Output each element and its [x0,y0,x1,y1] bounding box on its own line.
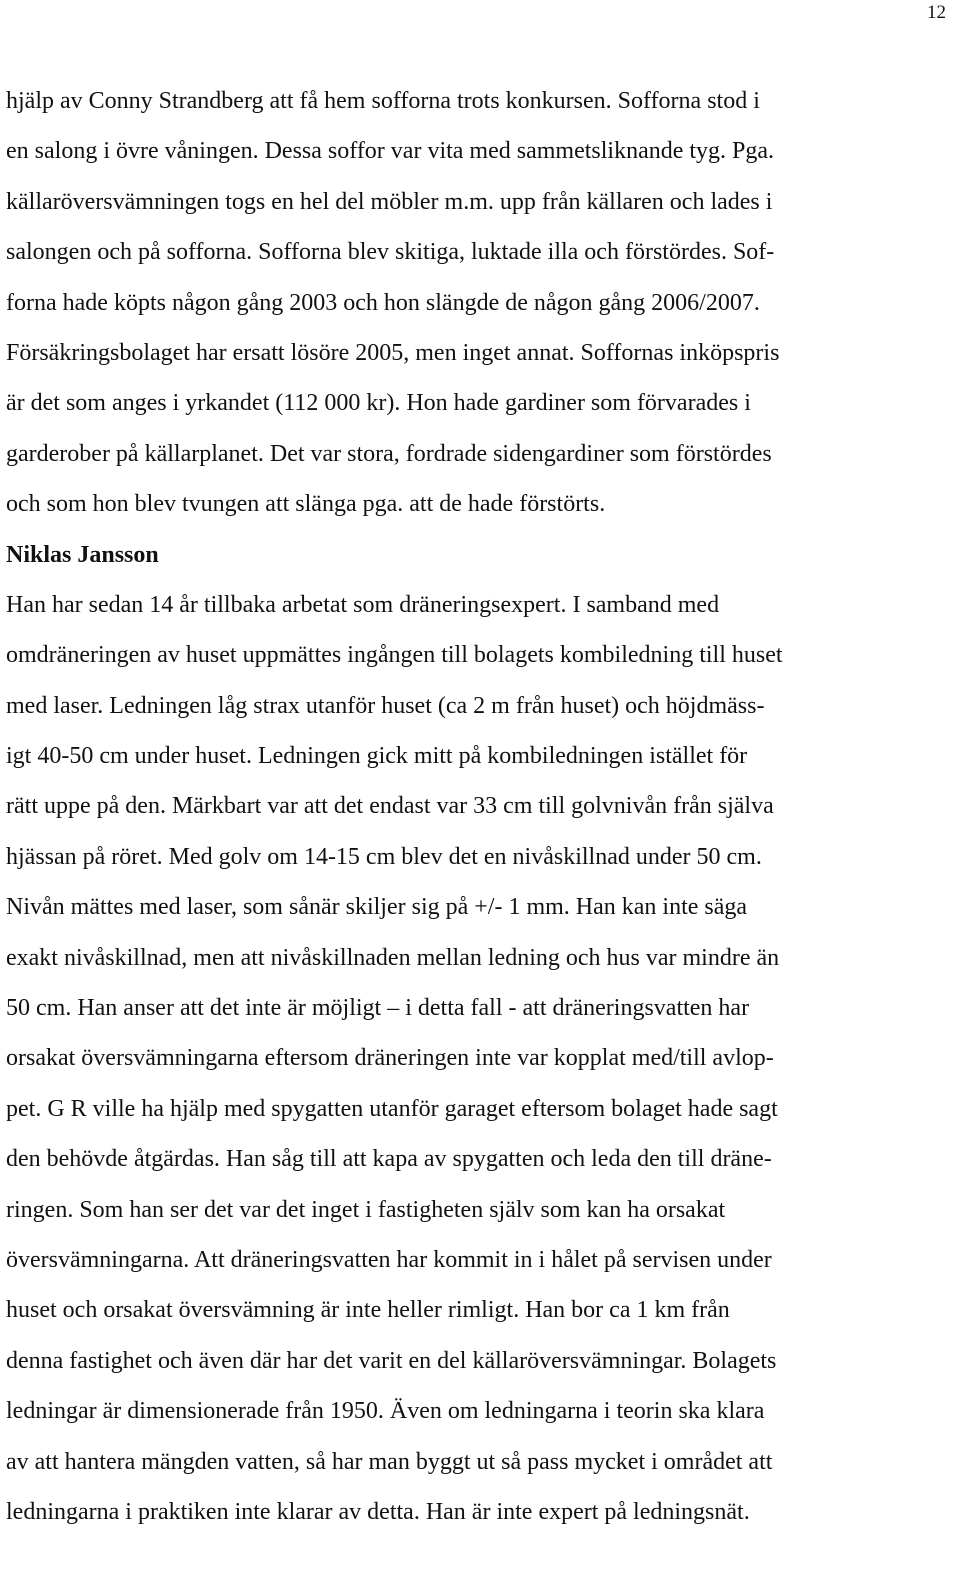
section-heading: Niklas Jansson [6,541,159,568]
text-line: orsakat översvämningarna eftersom dräneringen inte var kopplat med/till avlop- [6,1045,774,1072]
text-line: av att hantera mängden vatten, så har man byggt ut så pass mycket i området att [6,1448,773,1475]
paragraph-niklas-jansson [6,580,946,1537]
text-line: är det som anges i yrkandet (112 000 kr). Hon hade gardiner som förvarades i [6,390,751,417]
text-line: exakt nivåskillnad, men att nivåskillnaden mellan ledning och hus var mindre än [6,944,780,971]
text-line: salongen och på sofforna. Sofforna blev skitiga, luktade illa och förstördes. Sof- [6,239,775,266]
document-body [6,76,946,1537]
text-line: hjälp av Conny Strandberg att få hem sofforna trots konkursen. Sofforna stod i [6,88,760,114]
paragraph-testimony-continued [6,76,946,530]
text-line: ledningar är dimensionerade från 1950. Även om ledningarna i teorin ska klara [6,1398,765,1425]
text-line: Han har sedan 14 år tillbaka arbetat som dräneringsexpert. I samband med [6,591,720,618]
text-line: den behövde åtgärdas. Han såg till att kapa av spygatten och leda den till dräne- [6,1146,772,1173]
text-line: pet. G R ville ha hjälp med spygatten utanför garaget eftersom bolaget hade sagt [6,1095,778,1122]
text-line: omdräneringen av huset uppmättes ingången till bolagets kombiledning till huset [6,642,783,669]
text-line: 50 cm. Han anser att det inte är möjligt – i detta fall - att dräneringsvatten har [6,995,750,1022]
text-line: hjässan på röret. Med golv om 14-15 cm blev det en nivåskillnad under 50 cm. [6,843,762,870]
page-number: 12 [927,2,946,23]
text-line: en salong i övre våningen. Dessa soffor var vita med sammetsliknande tyg. Pga. [6,138,775,165]
text-line: garderober på källarplanet. Det var stora, fordrade sidengardiner som förstördes [6,440,772,467]
text-line: forna hade köpts någon gång 2003 och hon slängde de någon gång 2006/2007. [6,289,760,316]
text-line: källaröversvämningen togs en hel del möbler m.m. upp från källaren och lades i [6,188,773,215]
text-line: Försäkringsbolaget har ersatt lösöre 2005, men inget annat. Soffornas inköpspris [6,339,780,366]
text-line: ringen. Som han ser det var det inget i fastigheten själv som kan ha orsakat [6,1196,726,1223]
text-line: översvämningarna. Att dräneringsvatten har kommit in i hålet på servisen under [6,1246,772,1273]
text-line: med laser. Ledningen låg strax utanför huset (ca 2 m från huset) och höjdmäss- [6,692,765,719]
text-line: denna fastighet och även där har det varit en del källaröversvämningar. Bolagets [6,1347,777,1374]
text-line: ledningarna i praktiken inte klarar av detta. Han är inte expert på ledningsnät. [6,1498,750,1525]
text-line: Nivån mättes med laser, som sånär skiljer sig på +/- 1 mm. Han kan inte säga [6,894,748,921]
text-line: rätt uppe på den. Märkbart var att det endast var 33 cm till golvnivån från själva [6,793,774,820]
text-line: och som hon blev tvungen att slänga pga. att de hade förstörts. [6,491,606,518]
text-line: igt 40-50 cm under huset. Ledningen gick mitt på kombiledningen istället för [6,743,748,770]
text-line: huset och orsakat översvämning är inte heller rimligt. Han bor ca 1 km från [6,1297,730,1324]
